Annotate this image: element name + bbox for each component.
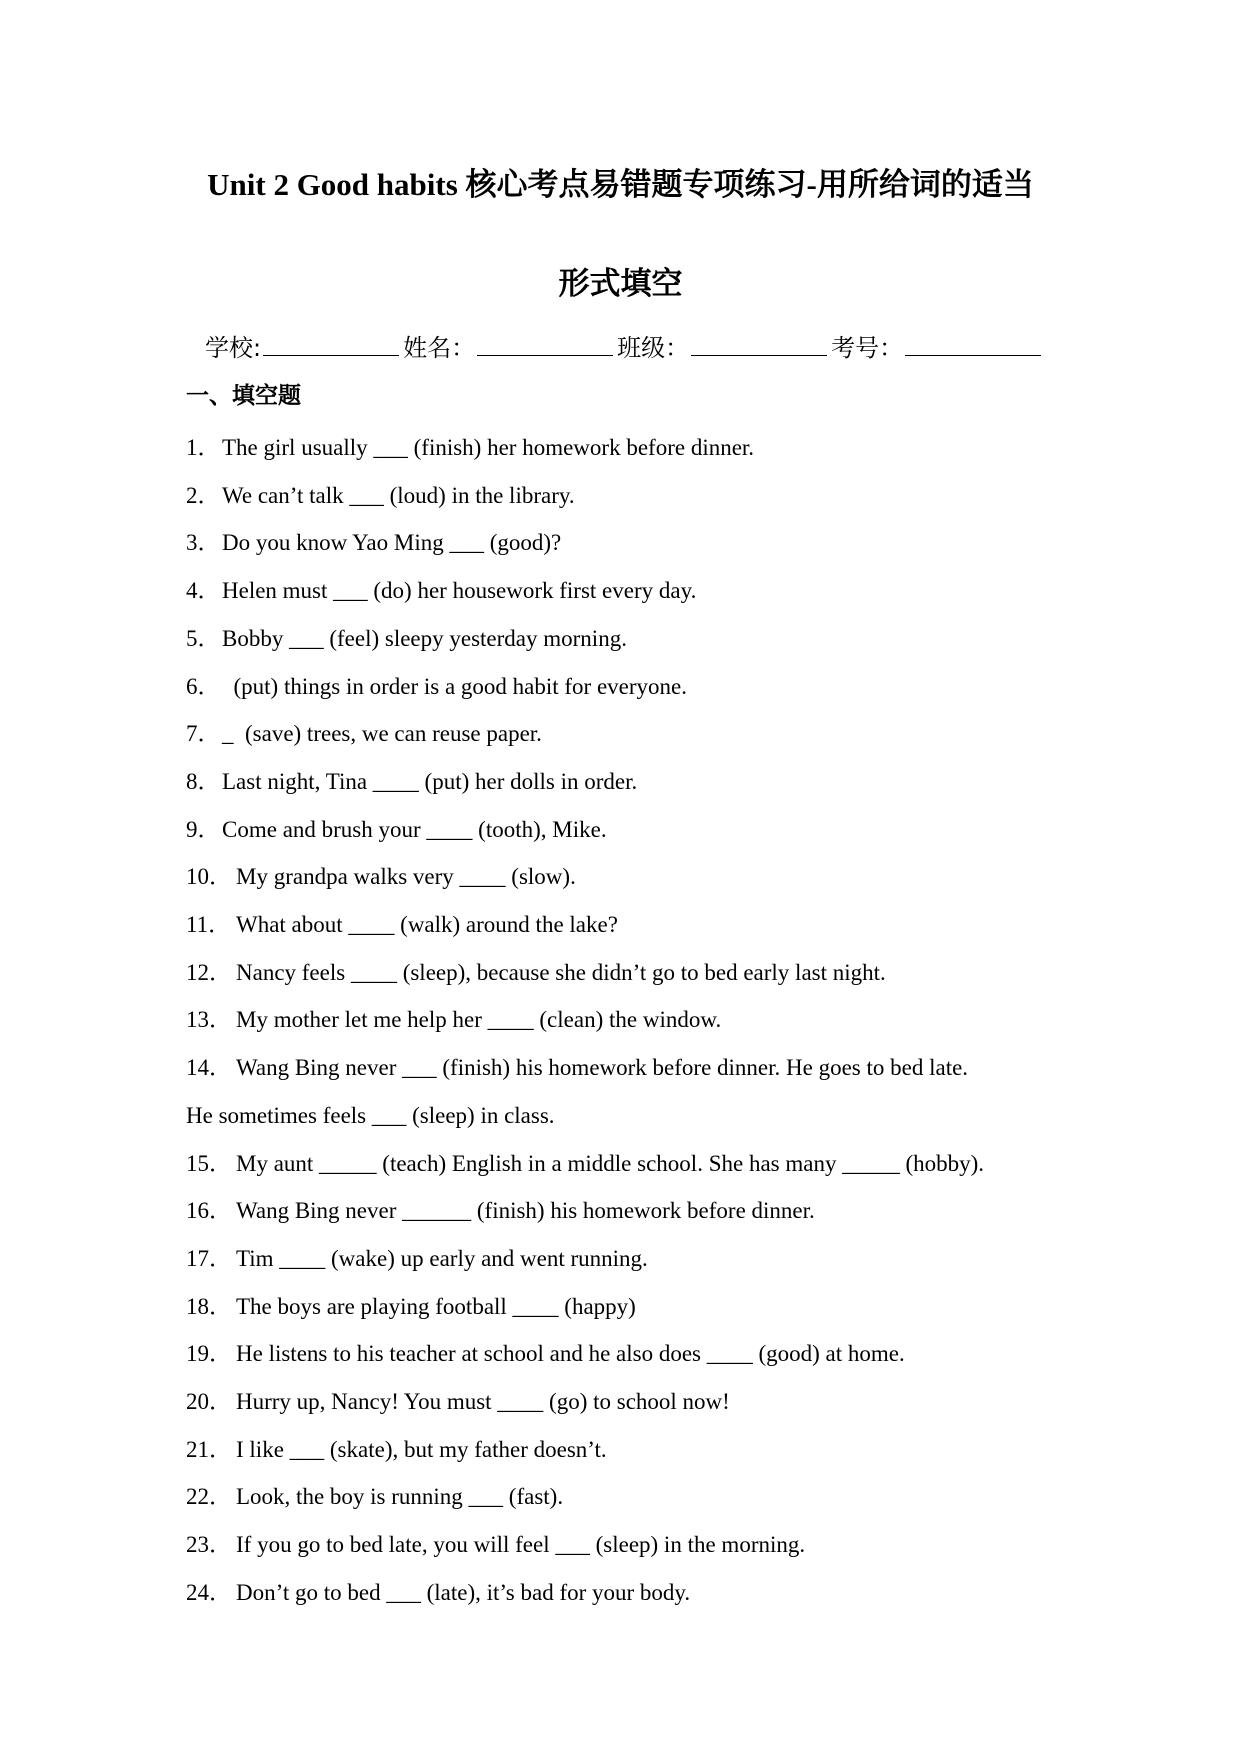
question-number: 15． [186,1150,232,1176]
question-item [186,1569,1066,1617]
question-list [186,424,1066,1617]
question-number: 7． [186,721,221,747]
question-text: Last night, Tina ____ (put) her dolls in order. [222,768,638,794]
question-item [186,996,1066,1044]
question-text: Wang Bing never ___ (finish) his homework before dinner. He goes to bed late. [236,1055,969,1081]
question-number: 22． [186,1484,232,1510]
question-item [186,424,1066,472]
question-number: 10． [186,864,232,890]
section-heading: 一、填空题 [186,383,301,409]
question-number: 2． [186,482,221,508]
question-number: 12． [186,959,232,985]
title-line-1: Unit 2 Good habits 核心考点易错题专项练习-用所给词的适当 [207,167,1034,202]
question-item [186,1426,1066,1474]
question-number: 21． [186,1436,232,1462]
student-info-line [205,331,1045,365]
question-text: He listens to his teacher at school and he also does ____ (good) at home. [236,1341,905,1367]
question-item [186,949,1066,997]
question-number: 19． [186,1341,232,1367]
question-item [186,663,1066,711]
question-number: 6． [186,673,221,699]
question-number: 4． [186,578,221,604]
question-text: If you go to bed late, you will feel ___ (sleep) in the morning. [236,1532,806,1558]
question-text: Bobby ___ (feel) sleepy yesterday morning. [222,625,627,651]
question-number: 18． [186,1293,232,1319]
question-number: 17． [186,1245,232,1271]
question-item [186,1044,1066,1139]
question-text: Tim ____ (wake) up early and went running. [236,1245,648,1271]
name-blank [477,331,613,356]
question-item [186,472,1066,520]
question-text: The boys are playing football ____ (happy) [236,1293,636,1319]
class-blank [691,331,827,356]
question-text: Wang Bing never ______ (finish) his homework before dinner. [236,1198,815,1224]
question-item [186,1330,1066,1378]
question-number: 24． [186,1579,232,1605]
question-item [186,1378,1066,1426]
question-number: 16． [186,1198,232,1224]
question-text: Helen must ___ (do) her housework first every day. [222,578,697,604]
question-text: The girl usually ___ (finish) her homework before dinner. [222,435,755,460]
question-text: Do you know Yao Ming ___ (good)? [222,530,562,556]
question-item [186,853,1066,901]
question-text: Nancy feels ____ (sleep), because she didn’t go to bed early last night. [236,959,886,985]
question-text: Look, the boy is running ___ (fast). [236,1484,564,1510]
question-item [186,710,1066,758]
question-item [186,615,1066,663]
question-number: 8． [186,768,221,794]
name-label: 姓名： [403,334,476,362]
question-number: 14． [186,1055,232,1081]
question-item [186,1187,1066,1235]
question-item [186,1521,1066,1569]
question-item [186,1235,1066,1283]
question-text: We can’t talk ___ (loud) in the library. [222,482,575,508]
question-text: (put) things in order is a good habit for everyone. [222,673,687,699]
question-number: 11． [186,912,232,938]
question-text: My grandpa walks very ____ (slow). [236,864,576,890]
question-item [186,567,1066,615]
question-number: 13． [186,1007,232,1033]
question-item [186,519,1066,567]
question-number: 9． [186,816,221,842]
number-blank [905,331,1041,356]
question-text: My mother let me help her ____ (clean) the window. [236,1007,722,1033]
question-number: 1． [186,435,221,460]
question-item [186,1473,1066,1521]
question-number: 23． [186,1532,232,1558]
school-label: 学校: [205,334,262,362]
question-item [186,758,1066,806]
question-number: 5． [186,625,221,651]
question-text: Come and brush your ____ (tooth), Mike. [222,816,607,842]
question-number: 20． [186,1389,232,1415]
school-blank [263,331,399,356]
question-text: Don’t go to bed ___ (late), it’s bad for your body. [236,1579,691,1605]
class-label: 班级： [617,334,690,362]
number-label: 考号： [831,334,904,362]
question-text: What about ____ (walk) around the lake? [236,912,618,938]
question-item [186,1283,1066,1331]
question-text-continuation: He sometimes feels ___ (sleep) in class. [186,1102,555,1128]
question-text: I like ___ (skate), but my father doesn’t. [236,1436,607,1462]
question-item [186,901,1066,949]
question-item [186,1140,1066,1188]
title-line-2: 形式填空 [558,266,683,301]
question-text: My aunt _____ (teach) English in a middle school. She has many _____ (hobby). [236,1150,985,1176]
question-text: Hurry up, Nancy! You must ____ (go) to school now! [236,1389,730,1415]
question-number: 3． [186,530,221,556]
question-item [186,806,1066,854]
question-text: _ (save) trees, we can reuse paper. [222,721,542,747]
